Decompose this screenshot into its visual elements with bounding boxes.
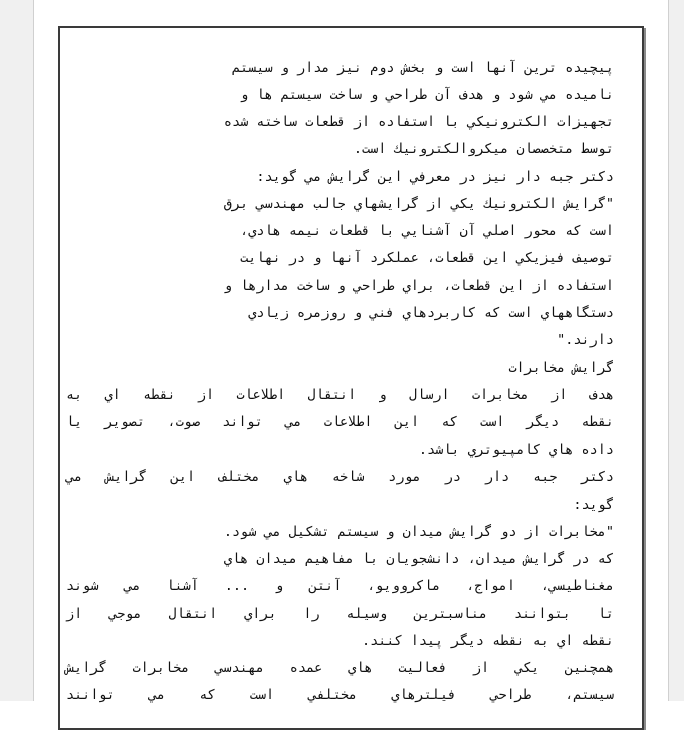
text-line: توسط متخصصان ميكروالكترونيك است. — [353, 141, 614, 157]
text-line: است كه محور اصلي آن آشنايي با قطعات نيمه هادي، — [240, 223, 614, 239]
text-line: "مخابرات از دو گرايش ميدان و سيستم تشكيل مي شود. — [223, 524, 614, 540]
text-line: هدف از مخابرات ارسال و انتقال اطلاعات از نقطه اي به — [66, 387, 614, 403]
text-line: دستگاههاي است كه كاربردهاي فني و روزمره زيادي — [248, 305, 614, 321]
text-line: نقطه اي به نقطه ديگر پيدا كنند. — [362, 633, 614, 649]
text-line: ناميده مي شود و هدف آن طراحي و ساخت سيستم ها و — [240, 87, 614, 103]
text-line: دارند." — [557, 332, 614, 348]
text-line: پيچيده ترين آنها است و بخش دوم نيز مدار و سيستم — [231, 60, 614, 76]
text-line: تجهيزات الكترونيكي با استفاده از قطعات ساخته شده — [223, 114, 614, 130]
text-line: دكتر جبه دار در مورد شاخه هاي مختلف اين گرايش مي — [66, 469, 614, 485]
text-line: مغناطيسي، امواج، ماكروويو، آنتن و ... آشنا مي شوند — [66, 578, 614, 594]
text-line: "گرايش الكترونيك يكي از گرايشهاي جالب مهندسي برق — [223, 196, 614, 212]
text-frame[interactable] — [58, 26, 644, 730]
text-line: دكتر جبه دار نيز در معرفي اين گرايش مي گويد: — [256, 169, 614, 185]
text-line: كه در گرايش ميدان، دانشجويان با مفاهيم ميدان هاي — [223, 551, 614, 567]
workspace-background-right — [669, 0, 684, 701]
text-line: توصيف فيزيكي اين قطعات، عملكرد آنها و در نهايت — [240, 250, 614, 266]
text-line: همچنين يكي از فعاليت هاي عمده مهندسي مخابرات گرايش — [66, 660, 614, 676]
text-line: گويد: — [573, 497, 614, 513]
text-line: استفاده از اين قطعات، براي طراحي و ساخت مدارها و — [223, 278, 614, 294]
text-line: داده هاي كامپيوتري باشد. — [418, 442, 614, 458]
workspace-background-left — [0, 0, 33, 701]
document-page — [34, 0, 668, 701]
text-line: تا بتوانند مناسبترين وسيله را براي انتقال موجي از — [66, 606, 614, 622]
text-line: سيستم، طراحي فيلترهاي مختلفي است كه مي توانند — [66, 687, 614, 703]
text-line: نقطه ديگر است كه اين اطلاعات مي تواند صوت، تصوير يا — [66, 414, 614, 430]
section-heading: گرايش مخابرات — [508, 360, 614, 376]
